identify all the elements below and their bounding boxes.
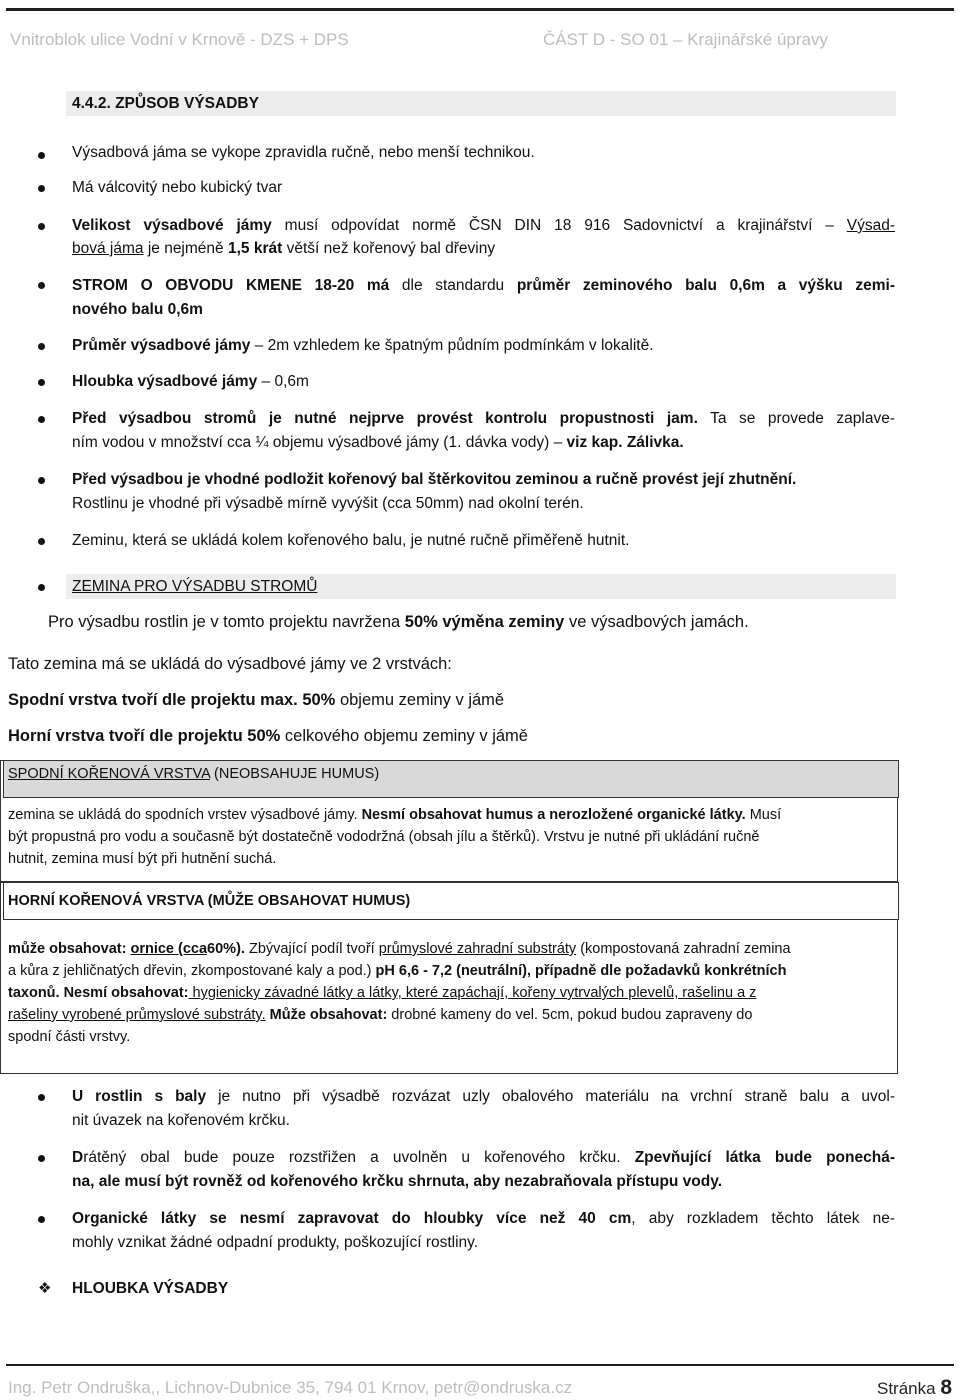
bullet-icon xyxy=(38,584,45,591)
footer-rule xyxy=(6,1364,954,1366)
bullet-text: Má válcovitý nebo kubický tvar xyxy=(72,179,283,196)
bullet-text-cont: na, ale musí být rovněž od kořenového krčku shrnuta, aby nezabraňovala přístupu vody. xyxy=(72,1173,723,1190)
box-text: spodní části vrstvy. xyxy=(8,1029,131,1045)
bullet-icon xyxy=(38,477,45,484)
bullet-icon xyxy=(38,282,45,289)
header-left: Vnitroblok ulice Vodní v Krnově - DZS + DPS xyxy=(10,30,349,49)
box-text: rašeliny vyrobené průmyslové substráty. Může obsahovat: drobné kameny do vel. 5cm, pokud budou zapraveny do xyxy=(8,1007,753,1023)
paragraph: Horní vrstva tvoří dle projektu 50% celkového objemu zeminy v jámě xyxy=(8,727,528,745)
bullet-text-cont: nového balu 0,6m xyxy=(72,301,203,318)
bullet-icon xyxy=(38,185,45,192)
bullet-icon xyxy=(38,379,45,386)
bullet-text: Drátěný obal bude pouze rozstřižen a uvolněn u kořenového krčku. Zpevňující látka bude ponechá- xyxy=(72,1149,895,1166)
box-text: taxonů. Nesmí obsahovat: hygienicky závadné látky a látky, které zapáchají, kořeny vytrvalých plevelů, rašelinu a z xyxy=(8,985,757,1001)
page-footer xyxy=(0,1358,960,1400)
paragraph: Tato zemina má se ukládá do výsadbové jámy ve 2 vrstvách: xyxy=(8,655,452,673)
bullet-text-cont: Rostlinu je vhodné při výsadbě mírně vyvýšit (cca 50mm) nad okolní terén. xyxy=(72,495,584,512)
bullet-text: Hloubka výsadbové jámy – 0,6m xyxy=(72,373,309,390)
upper-layer-title: HORNÍ KOŘENOVÁ VRSTVA (MŮŽE OBSAHOVAT HUMUS) xyxy=(8,893,411,909)
bullet-text: Organické látky se nesmí zapravovat do hloubky více než 40 cm, aby rozkladem těchto látek ne- xyxy=(72,1210,895,1227)
bullet-icon xyxy=(38,1094,45,1101)
box-text: být propustná pro vodu a současně být dostatečně vododržná (obsah jílu a štěrků). Vrstvu je nutné při ukládání ručně xyxy=(8,829,760,845)
box-text: hutnit, zemina musí být při hutnění suchá. xyxy=(8,851,277,867)
bullet-text: Průměr výsadbové jámy – 2m vzhledem ke špatným půdním podmínkám v lokalitě. xyxy=(72,337,654,354)
bullet-text-cont: bová jáma je nejméně 1,5 krát větší než kořenový bal dřeviny xyxy=(72,240,496,257)
bullet-icon xyxy=(38,1216,45,1223)
bullet-text-cont: nit úvazek na kořenovém krčku. xyxy=(72,1112,290,1129)
box-text: zemina se ukládá do spodních vrstev výsadbové jámy. Nesmí obsahovat humus a nerozložené organické látky. Musí xyxy=(8,807,782,823)
bullet-text: Před výsadbou stromů je nutné nejprve provést kontrolu propustnosti jam. Ta se provede zaplave- xyxy=(72,410,895,427)
page-number: Stránka 8 xyxy=(877,1376,952,1399)
subsection-title: ZEMINA PRO VÝSADBU STROMŮ xyxy=(72,578,318,595)
bullet-text-cont: mohly vznikat žádné odpadní produkty, poškozující rostliny. xyxy=(72,1234,479,1251)
bullet-text: Zeminu, která se ukládá kolem kořenového balu, je nutné ručně přiměřeně hutnit. xyxy=(72,532,630,549)
diamond-bullet-icon: ❖ xyxy=(38,1280,52,1297)
header-right: ČÁST D - SO 01 – Krajinářské úpravy xyxy=(542,30,828,49)
bullet-text-cont: ním vodou v množství cca ¼ objemu výsadbové jámy (1. dávka vody) – viz kap. Zálivka. xyxy=(72,434,684,451)
bullet-icon xyxy=(38,416,45,423)
bullet-icon xyxy=(38,152,45,159)
header-rule xyxy=(6,8,954,11)
bullet-text: STROM O OBVODU KMENE 18-20 má dle standardu průměr zeminového balu 0,6m a výšku zemi- xyxy=(72,277,896,294)
bullet-icon xyxy=(38,538,45,545)
subsection-title: HLOUBKA VÝSADBY xyxy=(72,1280,229,1297)
paragraph: Spodní vrstva tvoří dle projektu max. 50% objemu zeminy v jámě xyxy=(8,691,505,709)
bullet-text: Velikost výsadbové jámy musí odpovídat normě ČSN DIN 18 916 Sadovnictví a krajinářství – Výsad- xyxy=(72,217,895,234)
bullet-icon xyxy=(38,1155,45,1162)
bullet-icon xyxy=(38,223,45,230)
page-header xyxy=(6,0,954,60)
paragraph: Pro výsadbu rostlin je v tomto projektu navržena 50% výměna zeminy ve výsadbových jamách. xyxy=(48,613,749,631)
box-text: může obsahovat: ornice (cca60%). Zbývající podíl tvoří průmyslové zahradní substráty (kompostovaná zahradní zemina xyxy=(8,941,791,957)
bullet-text: U rostlin s baly je nutno při výsadbě rozvázat uzly obalového materiálu na vrchní straně balu a uvol- xyxy=(72,1088,895,1105)
lower-layer-title: SPODNÍ KOŘENOVÁ VRSTVA (NEOBSAHUJE HUMUS) xyxy=(8,766,380,782)
bullet-text: Před výsadbou je vhodné podložit kořenový bal štěrkovitou zeminou a ručně provést její zhutnění. xyxy=(72,471,797,488)
bullet-icon xyxy=(38,343,45,350)
footer-left: Ing. Petr Ondruška,, Lichnov-Dubnice 35, 794 01 Krnov, petr@ondruska.cz xyxy=(8,1378,573,1397)
section-title: 4.4.2. ZPŮSOB VÝSADBY xyxy=(72,95,259,112)
bullet-text: Výsadbová jáma se vykope zpravidla ručně, nebo menší technikou. xyxy=(72,144,535,161)
box-text: a kůra z jehličnatých dřevin, zkompostované kaly a pod.) pH 6,6 - 7,2 (neutrální), případně dle požadavků konkrétních xyxy=(8,963,787,979)
